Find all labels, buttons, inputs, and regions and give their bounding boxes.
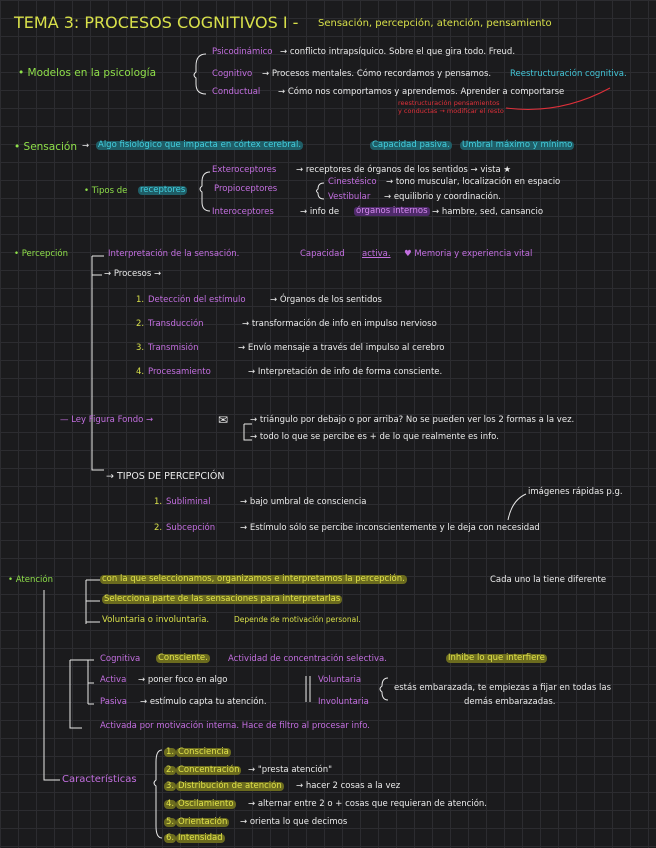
modelo-cognitivo-extra: Reestructuración cognitiva.: [510, 69, 627, 79]
modelo-conductual: Conductual: [212, 87, 261, 97]
atencion-label: • Atención: [8, 575, 53, 585]
interoceptores: Interoceptores: [212, 207, 274, 217]
ejemplo-line-1: estás embarazada, te empiezas a fijar en todas las: [394, 683, 612, 693]
atencion-activa-desc: → poner foco en algo: [138, 675, 228, 685]
vestibular-desc: → equilibrio y coordinación.: [384, 192, 501, 202]
envelope-icon: ✉: [218, 413, 229, 427]
tipos-receptores-hl: receptores: [140, 185, 186, 195]
car-6-num: 6.: [166, 833, 175, 843]
tipos-percepcion-label: → TIPOS DE PERCEPCIÓN: [106, 471, 225, 482]
sensacion-label: • Sensación: [14, 141, 77, 153]
cinestesico-desc: → tono muscular, localización en espacio: [386, 177, 561, 187]
exteroceptores-desc: → receptores de órganos de los sentidos → vista ★: [296, 165, 512, 175]
proceso-3-name: Transmisión: [148, 343, 199, 353]
car-2-name: Concentración: [178, 765, 240, 775]
proceso-4-desc: → Interpretación de info de forma consciente.: [248, 367, 443, 377]
atencion-def-3: Voluntaria o involuntaria.: [102, 615, 210, 625]
ley-figura-fondo-2: → todo lo que se percibe es + de lo que realmente es info.: [250, 432, 499, 442]
atencion-def-3b: Depende de motivación personal.: [234, 615, 361, 624]
atencion-pasiva: Pasiva: [100, 697, 127, 707]
car-4-desc: → alternar entre 2 o + cosas que requieran de atención.: [248, 799, 487, 809]
percepcion-def-2: Capacidad: [300, 249, 345, 259]
atencion-def-1: con la que seleccionamos, organizamos e interpretamos la percepción.: [102, 574, 405, 584]
car-1-name: Consciencia: [178, 747, 229, 757]
atencion-def-2: Selecciona parte de las sensaciones para interpretarlas: [104, 594, 341, 604]
atencion-consciente: Consciente.: [158, 653, 208, 663]
interoceptores-desc-1: → info de: [300, 207, 340, 217]
modelos-note-1: reestructuración pensamientos: [398, 99, 500, 107]
proceso-1-desc: → Órganos de los sentidos: [270, 295, 382, 305]
atencion-inhibe: Inhibe lo que interfiere: [448, 653, 545, 663]
car-2-desc: → "presta atención": [248, 765, 333, 775]
atencion-def-1b: Cada uno la tiene diferente: [490, 575, 607, 585]
modelo-cognitivo: Cognitivo: [212, 69, 253, 79]
sensacion-def-1: Algo fisiológico que impacta en córtex cerebral.: [98, 140, 302, 150]
interoceptores-hl: órganos internos: [356, 206, 428, 216]
proceso-3-num: 3.: [136, 343, 145, 353]
page-subtitle: Sensación, percepción, atención, pensamiento: [318, 18, 552, 29]
car-3-desc: → hacer 2 cosas a la vez: [296, 781, 401, 791]
tipo-percepcion-1-desc: → bajo umbral de consciencia: [240, 497, 367, 507]
percepcion-label: • Percepción: [14, 249, 68, 259]
car-1-num: 1.: [166, 747, 175, 757]
percepcion-def-1: Interpretación de la sensación.: [108, 249, 240, 259]
atencion-motivacion: Activada por motivación interna. Hace de filtro al procesar info.: [100, 721, 370, 731]
percepcion-def-hl: activa.: [362, 249, 391, 259]
tipo-percepcion-1-num: 1.: [154, 497, 163, 507]
tipo-percepcion-2-desc: → Estímulo sólo se percibe inconscientemente y le deja con necesidad: [240, 523, 540, 533]
modelo-psicodinamico: Psicodinámico: [212, 47, 273, 57]
vestibular: Vestibular: [328, 192, 371, 202]
car-5-num: 5.: [166, 817, 175, 827]
interoceptores-desc-2: → hambre, sed, cansancio: [432, 207, 544, 217]
atencion-cognitiva: Cognitiva: [100, 654, 141, 664]
atencion-activa: Activa: [100, 675, 127, 685]
proceso-2-num: 2.: [136, 319, 145, 329]
modelos-label: • Modelos en la psicología: [18, 67, 157, 79]
tipo-percepcion-2-name: Subcepción: [166, 523, 216, 533]
car-4-num: 4.: [166, 799, 175, 809]
ley-figura-fondo-1: → triángulo por debajo o por arriba? No se pueden ver los 2 formas a la vez.: [250, 415, 575, 425]
procesos-label: → Procesos →: [104, 269, 162, 279]
proceso-2-desc: → transformación de info en impulso nervioso: [242, 319, 437, 329]
modelo-cognitivo-desc: → Procesos mentales. Cómo recordamos y pensamos.: [262, 69, 492, 79]
sensacion-def-3: Umbral máximo y mínimo: [462, 140, 573, 150]
atencion-pasiva-desc: → estímulo capta tu atención.: [140, 697, 267, 707]
car-6-name: Intensidad: [178, 833, 223, 843]
proceso-3-desc: → Envío mensaje a través del impulso al cerebro: [238, 343, 445, 353]
tipo-percepcion-2-num: 2.: [154, 523, 163, 533]
cinestesico: Cinestésico: [328, 177, 377, 187]
atencion-concentracion: Actividad de concentración selectiva.: [228, 654, 387, 664]
caracteristicas-label: Características: [62, 774, 137, 785]
proceso-4-num: 4.: [136, 367, 145, 377]
page-title: TEMA 3: PROCESOS COGNITIVOS I -: [14, 13, 299, 32]
atencion-involuntaria: Involuntaria: [318, 697, 369, 707]
sensacion-arrow: →: [82, 141, 90, 151]
ejemplo-line-2: demás embarazadas.: [464, 697, 556, 707]
car-5-name: Orientación: [178, 817, 228, 827]
proceso-1-name: Detección del estímulo: [148, 295, 246, 305]
imagenes-note: imágenes rápidas p.g.: [528, 487, 623, 497]
exteroceptores: Exteroceptores: [212, 165, 277, 175]
tipos-receptores-label: • Tipos de: [84, 186, 128, 196]
percepcion-def-3: ♥ Memoria y experiencia vital: [404, 249, 533, 259]
ley-figura-fondo-label: — Ley Figura Fondo →: [60, 415, 154, 425]
proceso-1-num: 1.: [136, 295, 145, 305]
modelo-conductual-desc: → Cómo nos comportamos y aprendemos. Aprender a comportarse: [278, 87, 565, 97]
atencion-voluntaria: Voluntaria: [318, 675, 362, 685]
car-2-num: 2.: [166, 765, 175, 775]
car-3-name: Distribución de atención: [178, 781, 282, 791]
modelos-note-2: y conductas → modificar el resto: [398, 107, 504, 115]
sensacion-def-2: Capacidad pasiva.: [372, 140, 450, 150]
car-4-name: Oscilamiento: [178, 799, 234, 809]
tipo-percepcion-1-name: Subliminal: [166, 497, 211, 507]
car-5-desc: → orienta lo que decimos: [240, 817, 348, 827]
propioceptores: Propioceptores: [214, 184, 278, 194]
car-3-num: 3.: [166, 781, 175, 791]
proceso-2-name: Transducción: [148, 319, 204, 329]
modelo-psicodinamico-desc: → conflicto intrapsíquico. Sobre el que gira todo. Freud.: [280, 47, 516, 57]
proceso-4-name: Procesamiento: [148, 367, 211, 377]
